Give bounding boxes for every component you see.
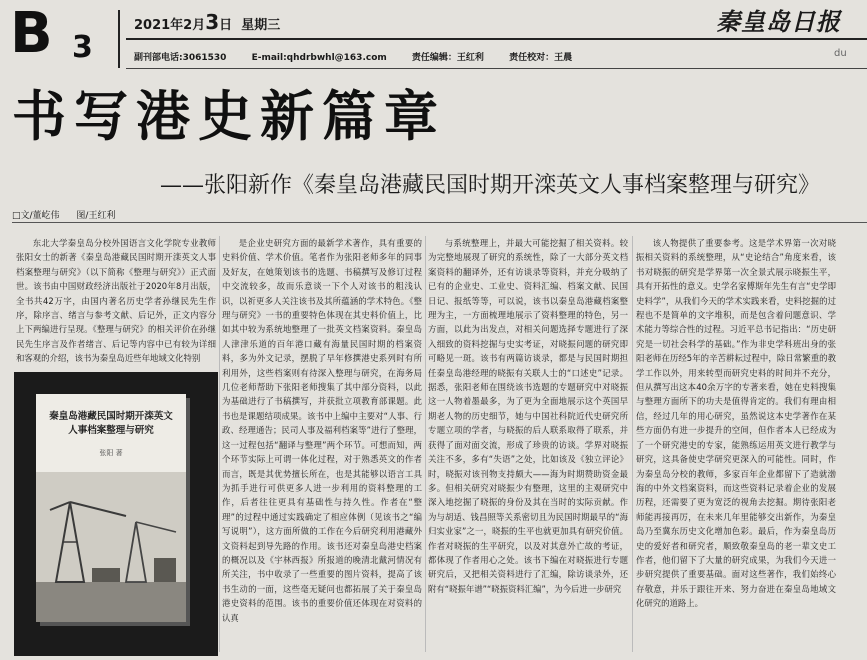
book-cover bbox=[36, 394, 186, 622]
column-2-text: 是企业史研究方面的最新学术著作，具有重要的史料价值、学术价值。笔者作为张阳老师多年的同事及好友，在她策划该书的选题、书稿撰写及修订过程中交流较多，故而乐意谈一下个人对该书的粗浅认识，以祈更多人关注该书及其所蕴涵的学术特色。《整理与研究》一书的重要特色体现在其史料价值上，比如其中较为系统地整理了一批英文档案资料。秦皇岛人津津乐道的百年港口藏有海量民国时期的档案资料，多为外文记录，摆脱了早年修撰港史系列时有所利用外，这些档案则有待深入整理与研究，在海务局几位老师帮助下张阳老师搜集了其中部分资料，以此为基础进行了书稿撰写，并获批立项教育部课题。此书也是课题结项成果。该书中上编中主要对“人事、行政、经理通告；民司人事及福利档案等”进行了整理，这一过程包括“翻译与整理”两个环节。可想而知，两个环节实际上可谓一体化过程，对于熟悉英文的作者而言，既是其优势擅长所在，也是其能够以语言工具为抓手进行可供更多人进一步利用的资料整理的工作，后者往往更具有基础性与持久性。作者在“整理”的过程中通过实践确定了相应体例（见该书之“编写说明”），这方面所做的工作在今后研究利用港藏外文资料起到导先路的作用。该书还对秦皇岛港史档案的概况以及《宇林西报》所报道的晚清北戴河情况有所关注，书中收录了一些重要的图片资料，提高了该书生动的一面，这些毫无疑问也都拓展了关于秦皇岛港史资料的范围。该书的重要价值还体现在对资料的认真 bbox=[222, 238, 422, 623]
newspaper-masthead: 秦皇岛日报 bbox=[716, 7, 841, 36]
department-email: E-mail:qhdrbwhl@163.com bbox=[251, 53, 387, 63]
book-cover-author: 张阳 著 bbox=[99, 449, 123, 457]
column-divider bbox=[219, 236, 220, 652]
date-prefix: 2021年2月 bbox=[134, 18, 206, 33]
date-day: 3 bbox=[205, 10, 220, 34]
responsible-editor: 责任编辑：王红利 bbox=[411, 53, 484, 63]
responsible-proofreader: 责任校对：王晨 bbox=[509, 53, 573, 63]
column-divider bbox=[632, 236, 633, 652]
page-number: 3 bbox=[72, 30, 93, 65]
photo-credit: 图/王红利 bbox=[76, 211, 116, 221]
department-phone: 副刊部电话:3061530 bbox=[134, 53, 227, 63]
weekday: 星期三 bbox=[241, 18, 281, 33]
page-header bbox=[0, 0, 867, 72]
masthead-edge-text: du bbox=[834, 48, 847, 59]
article-title: 书写港史新篇章 bbox=[12, 84, 446, 148]
article-column-3 bbox=[428, 236, 628, 656]
book-cover-title: 秦皇岛港藏民国时期开滦英文人事档案整理与研究 bbox=[49, 411, 173, 436]
article-column-1 bbox=[16, 236, 216, 366]
article-column-4 bbox=[636, 236, 836, 656]
header-divider bbox=[118, 10, 120, 68]
page-section-letter: B bbox=[10, 1, 53, 66]
header-rule-bottom bbox=[126, 68, 867, 69]
port-crane-illustration bbox=[36, 472, 186, 622]
column-3-text: 与系统整理上，并最大可能挖掘了相关资料。较为完整地展现了研究的系统性，除了一大部分英文档案资料的翻译外，还有访谈录等资料，并充分吸纳了已有的企业史、工业史、资料汇编、档案文献、民国日记、报纸等等，可以说，该书以秦皇岛港藏档案整理为主，一方面梳理地展示了资料整理的特色，另一方面，以此为出发点，对相关问题选择专题进行了深入细致的资料挖掘与史实考证，对晓振问题的研究即可略见一斑。该书有两篇访谈录，都是与民国时期担任秦皇岛港经理的晓振有关联人士的“口述史”记录。据悉，张阳老师在围绕该书选题的专题研究中对晓振这一人物着墨最多，为了更为全面地展示这个英国早期老人物的历史细节，她与中国社科院近代史研究所专题立项的学者，与晓振的后人联系取得了联系，并获得了面对面交流，形成了珍贵的访谈。学界对晓振关注不多，多有“失语”之处，比如该及《独立评论》时，晓振对该刊物支持颇大——海为时期赞助资金最多。但相关研究对晓振少有整理，这里的主观研究中深入地挖掘了晓振的身份及其在当时的实际贡献。作为与胡适、钱昌照等关系密切且为民国时期最早的“海归实业家”之一，晓振的生平也就更加具有研究价值。作者对晓振的生平研究，以及对其意外亡故的考证，都体现了作者用心之处。该书下编在对晓振进行专题研究后，又把相关资料进行了汇编，除访谈录外，还附有“晓振年谱”“晓振资料汇编”，为今后进一步研究 bbox=[428, 238, 628, 594]
header-rule-top bbox=[126, 38, 867, 40]
column-divider bbox=[425, 236, 426, 652]
book-cover-photo bbox=[14, 372, 218, 656]
article-subtitle: ——张阳新作《秦皇岛港藏民国时期开滦英文人事档案整理与研究》 bbox=[160, 173, 821, 198]
article-credits bbox=[12, 208, 129, 221]
title-rule bbox=[12, 222, 867, 223]
column-1-text: 东北大学秦皇岛分校外国语言文化学院专业教师张阳女士的新著《秦皇岛港藏民国时期开滦英文人事档案整理与研究》（以下简称《整理与研究》）正式面世。该书由中国财政经济出版社于2020年8月出版，全书共42万字，由国内著名历史学者孙继民先生作序，除序言、绪言与参考文献、后记外，正文内容分上下两编进行呈现。《整理与研究》的相关评价在孙继民先生序言及作者绪言、后记等内容中已有较为详细和客观的介绍，该书为秦皇岛近些年地域文化特别 bbox=[16, 238, 216, 364]
editorial-info bbox=[134, 50, 594, 63]
article-column-2 bbox=[222, 236, 422, 656]
column-4-text: 该人物提供了重要参考。这是学术界第一次对晓振相关资料的系统整理，从“史论结合”角度来看，该书对晓振的研究是学界第一次全景式展示晓振生平，具有开拓性的意义。史学名家傅斯年先生有言“史学即史料学”，从我们今天的学术实践来看，史料挖掘的过程也不是简单的文字堆积，而是包含着问题意识、学术能力等综合性的过程。习近平总书记指出：“历史研究是一切社会科学的基础。”作为非史学科班出身的张阳老师在历经5年的辛苦耕耘过程中，除日常繁重的教学工作以外，用来转型而研究史料的时间并不充分，但从撰写出这本40余万字的专著来看，她在史料搜集与整理方面所下的功夫是值得肯定的。我们有理由相信，经过几年的用心研究，虽然说这本史学著作在某些方面仍有进一步提升的空间，但作者本人已经成为了一个研究港史的专家，能熟练运用英文进行教学与研究，这具备使史学研究更深入的可能性。同时，作为秦皇岛分校的教师，多家百年企业都留下了造就渤海的中外文档案资料，而这些资料记录着企业的发展历程，还需要了更为宽泛的视角去挖掘。期待张阳老师能再接再厉，在未来几年里能够交出新作，为秦皇岛乃至冀东历史文化增加色彩。最后，作为秦皇岛历史的爱好者和研究者，顺致敬秦皇岛的老一辈文史工作者，他们留下了大量的研究成果，为我们今天进一步研究提供了重要基础。面对这些著作，我们始终心存敬意，并乐于跟往开来、努力奋进在秦皇岛地域文化研究的道路上。 bbox=[636, 238, 836, 609]
byline: □文/董屹伟 bbox=[12, 211, 60, 221]
date-suffix: 日 bbox=[219, 18, 233, 33]
issue-date bbox=[134, 10, 280, 34]
